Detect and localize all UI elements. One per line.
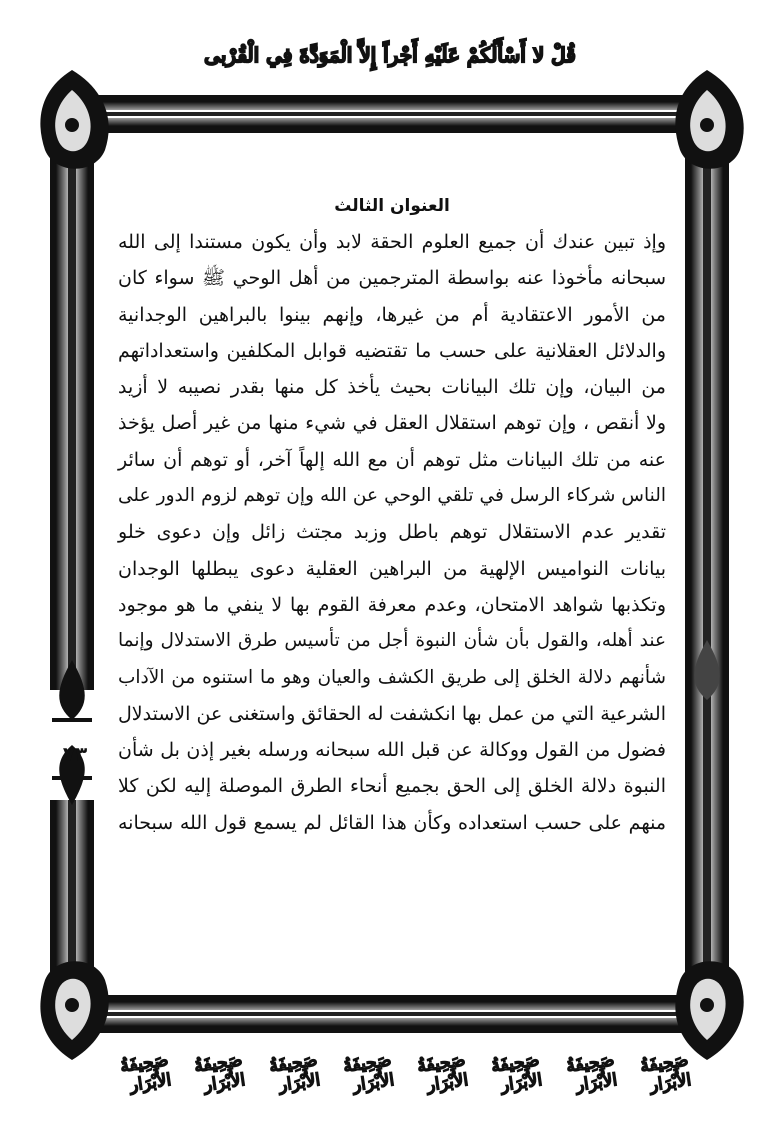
body-line: الشرعية التي من عمل بها انكشفت له الحقائق واستغنى عن الاستدلال — [118, 702, 666, 725]
frame-bottom-bar — [95, 995, 685, 1033]
header-calligraphy: قُلْ لا أَسْأَلُكُمْ عَلَيْهِ أَجْراً إِلاَّ الْمَوَدَّةَ فِي الْقُرْبى — [204, 43, 576, 67]
corner-ornament-bottom-left — [40, 961, 108, 1060]
body-line: عنه من تلك البيانات مثل توهم أن مع الله إلهاً آخر، أو توهم أن سائر — [118, 448, 666, 471]
body-line: النبوة دلالة الخلق إلى الحق بجميع أنحاء الطرق الموصلة إليه لكن كلا — [118, 775, 666, 798]
body-line: فضول من القول ووكالة عن قبل الله سبحانه ورسله بغير إذن بل شأن — [118, 739, 666, 762]
body-line: تقدير عدم الاستقلال توهم باطل وزبد مجتث زائل وإن دعوى خلو — [118, 521, 666, 544]
footer-stamp: صَحِيفَةُ الأَبْرَار — [193, 1050, 247, 1096]
corner-ornament-top-left — [40, 70, 108, 169]
page-number: ٧٣ — [62, 742, 88, 766]
footer-stamp: صَحِيفَةُ الأَبْرَار — [341, 1050, 396, 1096]
footer-stamps — [100, 1040, 693, 1110]
footer-stamp: صَحِيفَةُ الأَبْرَار — [416, 1050, 470, 1096]
footer-stamp: صَحِيفَةُ الأَبْرَار — [564, 1050, 619, 1096]
body-line: وتكذبها شواهد الامتحان، وعدم معرفة القوم بها لا ينفي ما هو موجود — [118, 593, 666, 616]
body-line: شأنهم دلالة الخلق إلى طريق الكشف والعيان وهو ما استنوه من الآداب — [118, 666, 666, 688]
footer-stamp: صَحِيفَةُ الأَبْرَار — [639, 1050, 693, 1096]
page-body — [118, 196, 666, 971]
frame-right-pillar — [685, 130, 729, 1000]
body-line: بيانات النواميس الإلهية من البراهين العقلية دعوى يبطلها الوجدان — [118, 557, 666, 580]
body-line: سبحانه مأخوذا عنه بواسطة المترجمين من أهل الوحي ﷺ سواء كان — [118, 267, 666, 290]
body-line: منهم على حسب استعداده وكأن هذا القائل لم يسمع قول الله سبحانه — [118, 811, 667, 834]
body-line: من الأمور الاعتقادية أم من غيرها، وإنهم بينوا بالبراهين الوجدانية — [118, 303, 666, 326]
section-title: العنوان الثالث — [334, 196, 450, 216]
body-line: من البيان، وإن تلك البيانات بحيث يأخذ كل منها بقدر نصيبه لا أزيد — [118, 376, 666, 399]
body-line: ولا أنقص ، وإن توهم استقلال العقل في شيء منها من غير أصل يؤخذ — [118, 412, 666, 435]
footer-stamp: صَحِيفَةُ الأَبْرَار — [490, 1050, 544, 1096]
body-line: والدلائل العقلانية على حسب ما تقتضيه قوابل المكلفين واستعداداتهم — [118, 339, 666, 362]
body-line: الناس شركاء الرسل في تلقي الوحي عن الله وإن توهم لزوم الدور على — [118, 485, 666, 507]
frame-top-bar — [95, 95, 685, 133]
body-paragraph — [118, 224, 666, 841]
body-line: وإذ تبين عندك أن جميع العلوم الحقة لابد وأن يكون مستندا إلى الله — [118, 231, 666, 253]
footer-stamp: صَحِيفَةُ الأَبْرَار — [119, 1050, 173, 1096]
footer-stamp: صَحِيفَةُ الأَبْرَار — [267, 1050, 322, 1096]
corner-ornament-top-right — [675, 70, 743, 169]
frame-left-pillar — [50, 130, 94, 1000]
body-line: عند أهله، والقول بأن شأن النبوة أجل من تأسيس طرق الاستدلال وإنما — [118, 630, 666, 652]
